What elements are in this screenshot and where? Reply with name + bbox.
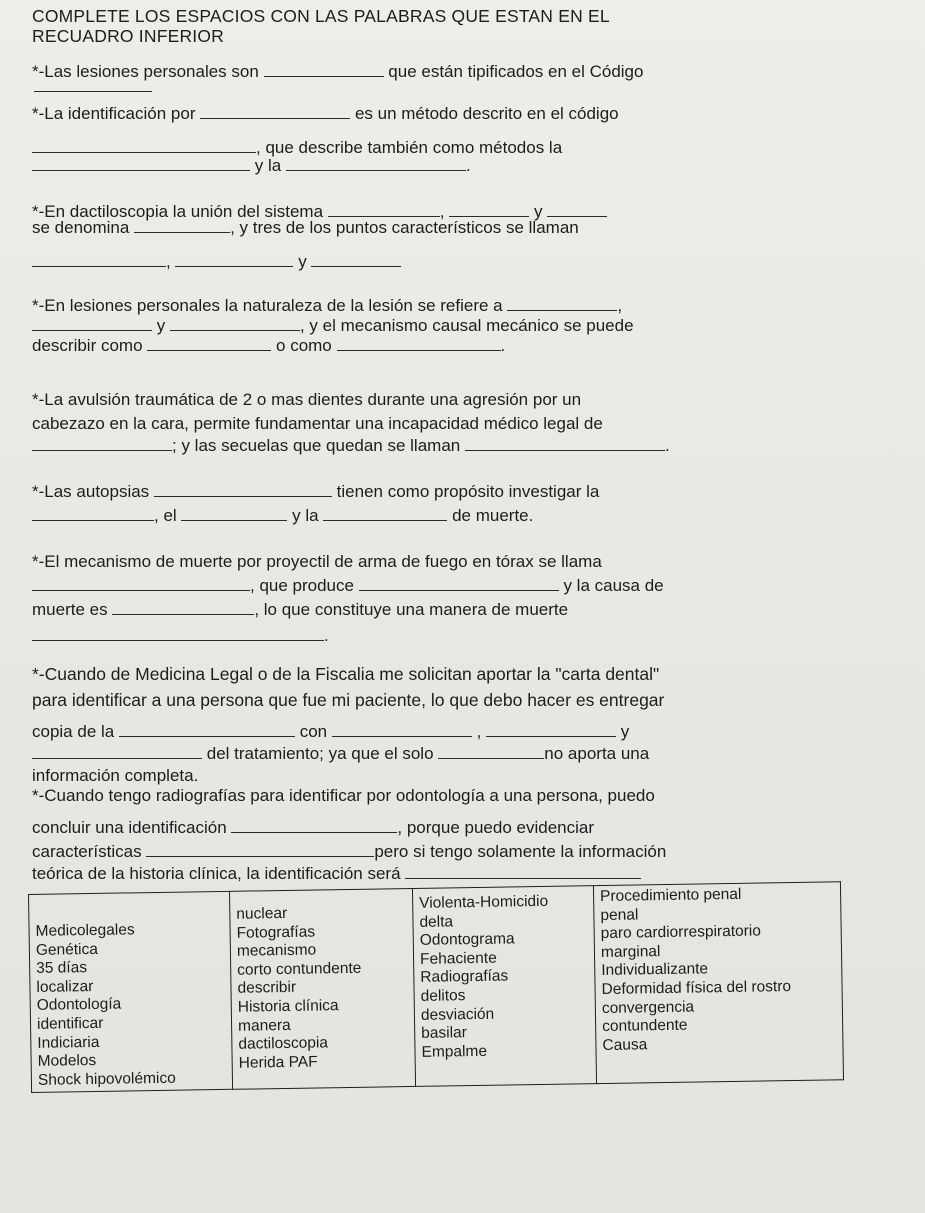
word-bank-item: contundente <box>602 1016 688 1036</box>
answer-blank[interactable] <box>32 576 250 591</box>
item-text: del tratamiento; ya que el solo <box>206 744 434 763</box>
answer-blank[interactable] <box>134 218 230 233</box>
word-bank-column-2 <box>229 888 415 1089</box>
answer-blank[interactable] <box>547 202 607 217</box>
item-text: *-En dactiloscopia la unión del sistema <box>32 202 324 221</box>
answer-blank[interactable] <box>405 864 641 879</box>
item-1-line-2 <box>32 104 619 124</box>
word-bank-item: Genética <box>35 940 99 959</box>
item-text: para identificar a una persona que fue mi paciente, lo que debo hacer es entregar <box>32 690 665 710</box>
word-bank-item: desviación <box>420 1005 495 1024</box>
item-text: y <box>298 252 307 271</box>
word-bank-table <box>28 881 844 1093</box>
word-bank-item: 35 días <box>36 959 88 978</box>
answer-blank[interactable] <box>32 316 152 331</box>
item-text: y la <box>254 156 282 175</box>
title-line-2: RECUADRO INFERIOR <box>32 26 225 46</box>
answer-blank[interactable] <box>147 336 271 351</box>
item-text: *-Las lesiones personales son <box>32 62 259 81</box>
answer-blank[interactable] <box>438 744 544 759</box>
item-6-line-1 <box>32 552 602 572</box>
item-2-line-3 <box>32 252 401 272</box>
word-bank-item: mecanismo <box>236 941 317 960</box>
item-7-line-1 <box>32 664 659 684</box>
answer-blank[interactable] <box>175 252 293 267</box>
word-bank-item: describir <box>237 979 297 998</box>
item-text: es un método descrito en el código <box>354 104 619 123</box>
answer-blank[interactable] <box>332 722 472 737</box>
item-text: , <box>617 296 623 315</box>
answer-blank[interactable] <box>32 138 256 153</box>
item-8-line-2 <box>32 818 594 838</box>
answer-blank[interactable] <box>32 744 202 759</box>
word-bank-item: corto contundente <box>237 959 362 979</box>
item-6-line-2 <box>32 576 664 596</box>
item-text: . <box>465 156 471 175</box>
item-text: , y tres de los puntos característicos se llaman <box>230 218 579 237</box>
answer-blank[interactable] <box>32 506 154 521</box>
item-5-line-1 <box>32 482 599 502</box>
answer-blank[interactable] <box>337 336 501 351</box>
item-text: , <box>439 202 445 221</box>
item-text: cabezazo en la cara, permite fundamentar una incapacidad médico legal de <box>32 414 603 433</box>
worksheet-subtitle <box>32 26 224 46</box>
item-text: ; y las secuelas que quedan se llaman <box>172 436 461 455</box>
item-3-line-1 <box>32 296 622 316</box>
item-7-line-4 <box>32 744 649 764</box>
answer-blank[interactable] <box>32 156 250 171</box>
item-text: información completa. <box>32 766 199 785</box>
word-bank-item: Individualizante <box>601 960 709 980</box>
item-text: y <box>534 202 543 221</box>
item-text: pero si tengo solamente la información <box>374 842 667 861</box>
item-text: copia de la <box>32 722 115 741</box>
item-text: *-Cuando tengo radiografías para identificar por odontología a una persona, puedo <box>32 786 655 805</box>
word-bank-item: Radiografías <box>420 967 509 987</box>
item-4-line-3 <box>32 436 670 456</box>
item-text: , y el mecanismo causal mecánico se puede <box>299 316 634 335</box>
item-1-line-3 <box>32 138 562 158</box>
item-text: tienen como propósito investigar la <box>336 482 600 501</box>
item-text: , que describe también como métodos la <box>256 138 563 157</box>
item-1-line-4 <box>32 156 471 176</box>
answer-blank[interactable] <box>32 252 166 267</box>
word-bank-item: Medicolegales <box>35 921 135 940</box>
word-bank-item: delitos <box>420 987 466 1005</box>
item-text: *-La identificación por <box>32 104 196 123</box>
word-bank-item: penal <box>600 906 639 924</box>
item-5-line-2 <box>32 506 533 526</box>
answer-blank[interactable] <box>170 316 300 331</box>
word-bank-item: Causa <box>602 1036 648 1054</box>
title-line-1: COMPLETE LOS ESPACIOS CON LAS PALABRAS QUE ESTAN EN EL <box>32 6 610 26</box>
item-text: *-El mecanismo de muerte por proyectil de arma de fuego en tórax se llama <box>32 552 602 571</box>
answer-blank[interactable] <box>32 626 324 641</box>
word-bank-item: delta <box>419 912 454 931</box>
item-7-line-3 <box>32 722 629 742</box>
word-bank-item: nuclear <box>236 904 288 923</box>
answer-blank[interactable] <box>231 818 397 833</box>
item-3-line-3 <box>32 336 505 356</box>
word-bank-item: localizar <box>36 977 94 996</box>
word-bank-item: identificar <box>36 1014 104 1033</box>
item-1-line-1 <box>32 62 643 82</box>
word-bank-item: convergencia <box>601 998 695 1017</box>
item-text: , lo que constituye una manera de muerte <box>254 600 569 619</box>
answer-blank[interactable] <box>146 842 374 857</box>
word-bank-item: Indiciaria <box>37 1033 100 1052</box>
item-8-line-1 <box>32 786 655 806</box>
item-text: se denomina <box>32 218 130 237</box>
word-bank-item: Deformidad física del rostro <box>601 977 792 998</box>
item-4-line-2 <box>32 414 603 434</box>
answer-blank[interactable] <box>200 104 350 119</box>
item-text: , que produce <box>250 576 354 595</box>
answer-blank[interactable] <box>264 62 384 77</box>
answer-blank[interactable] <box>311 252 401 267</box>
word-bank-item: Odontograma <box>419 930 515 950</box>
item-6-line-3 <box>32 600 568 620</box>
item-text: describir como <box>32 336 143 355</box>
word-bank-item: Fotografías <box>236 923 316 942</box>
item-text: . <box>324 626 329 645</box>
answer-blank[interactable] <box>112 600 254 615</box>
word-bank-column-4 <box>593 882 843 1084</box>
word-bank-item: Historia clínica <box>237 997 339 1016</box>
item-text: , el <box>154 506 177 525</box>
item-7-line-2 <box>32 690 664 710</box>
item-text: concluir una identificación <box>32 818 227 837</box>
word-bank-item: basilar <box>421 1024 468 1042</box>
item-text: o como <box>276 336 332 355</box>
item-text: y <box>620 722 630 741</box>
word-bank-column-3 <box>412 886 596 1087</box>
word-bank-item: Modelos <box>37 1052 97 1071</box>
item-4-line-1 <box>32 390 581 410</box>
item-text: teórica de la historia clínica, la identificación será <box>32 864 401 883</box>
item-3-line-2 <box>32 316 634 336</box>
answer-blank[interactable] <box>181 506 287 521</box>
answer-blank[interactable] <box>154 482 332 497</box>
item-text: , porque puedo evidenciar <box>397 818 594 837</box>
word-bank-item: marginal <box>600 942 661 961</box>
item-text: y <box>156 316 166 335</box>
item-text: que están tipificados en el Código <box>388 62 644 81</box>
word-bank-item: Odontología <box>36 995 122 1015</box>
item-text: . <box>500 336 506 355</box>
word-bank-item: Violenta-Homicidio <box>419 892 549 912</box>
answer-blank[interactable] <box>119 722 295 737</box>
item-text: características <box>32 842 142 861</box>
item-8-line-4 <box>32 864 641 884</box>
item-text: y la causa de <box>563 576 664 595</box>
item-2-line-2 <box>32 218 579 238</box>
item-8-line-3 <box>32 842 666 862</box>
item-text: muerte es <box>32 600 108 619</box>
item-text: no aporta una <box>544 744 650 763</box>
answer-blank[interactable] <box>32 436 172 451</box>
item-text: *-Las autopsias <box>32 482 150 501</box>
word-bank-item: Procedimiento penal <box>599 885 742 906</box>
item-text: , <box>476 722 482 741</box>
item-text: *-La avulsión traumática de 2 o mas dientes durante una agresión por un <box>32 390 582 409</box>
item-text: *-En lesiones personales la naturaleza de la lesión se refiere a <box>32 296 503 315</box>
item-text: , <box>166 252 171 271</box>
answer-blank[interactable] <box>328 202 440 217</box>
word-bank-item: Empalme <box>421 1042 488 1061</box>
item-text: de muerte. <box>452 506 534 525</box>
item-7-line-5 <box>32 766 198 786</box>
word-bank-item: paro cardiorrespiratorio <box>600 922 762 943</box>
answer-blank[interactable] <box>507 296 617 311</box>
answer-blank[interactable] <box>465 436 665 451</box>
item-6-line-4 <box>32 626 329 646</box>
word-bank-item: Herida PAF <box>238 1053 318 1072</box>
answer-blank[interactable] <box>359 576 559 591</box>
word-bank-item: Shock hipovolémico <box>37 1069 176 1089</box>
word-bank-column-1 <box>29 891 233 1092</box>
item-text: y la <box>292 506 319 525</box>
answer-blank[interactable] <box>486 722 616 737</box>
word-bank-item: dactiloscopia <box>238 1034 329 1053</box>
item-text: *-Cuando de Medicina Legal o de la Fiscalia me solicitan aportar la "carta dental" <box>32 664 660 684</box>
word-bank-item: manera <box>237 1016 291 1035</box>
answer-blank[interactable] <box>323 506 447 521</box>
item-text: con <box>299 722 328 741</box>
word-bank-item: Fehaciente <box>419 949 497 968</box>
answer-blank[interactable] <box>34 91 152 92</box>
answer-blank[interactable] <box>286 156 466 171</box>
item-text: . <box>664 436 670 455</box>
answer-blank[interactable] <box>449 202 529 217</box>
worksheet-title <box>32 6 610 26</box>
